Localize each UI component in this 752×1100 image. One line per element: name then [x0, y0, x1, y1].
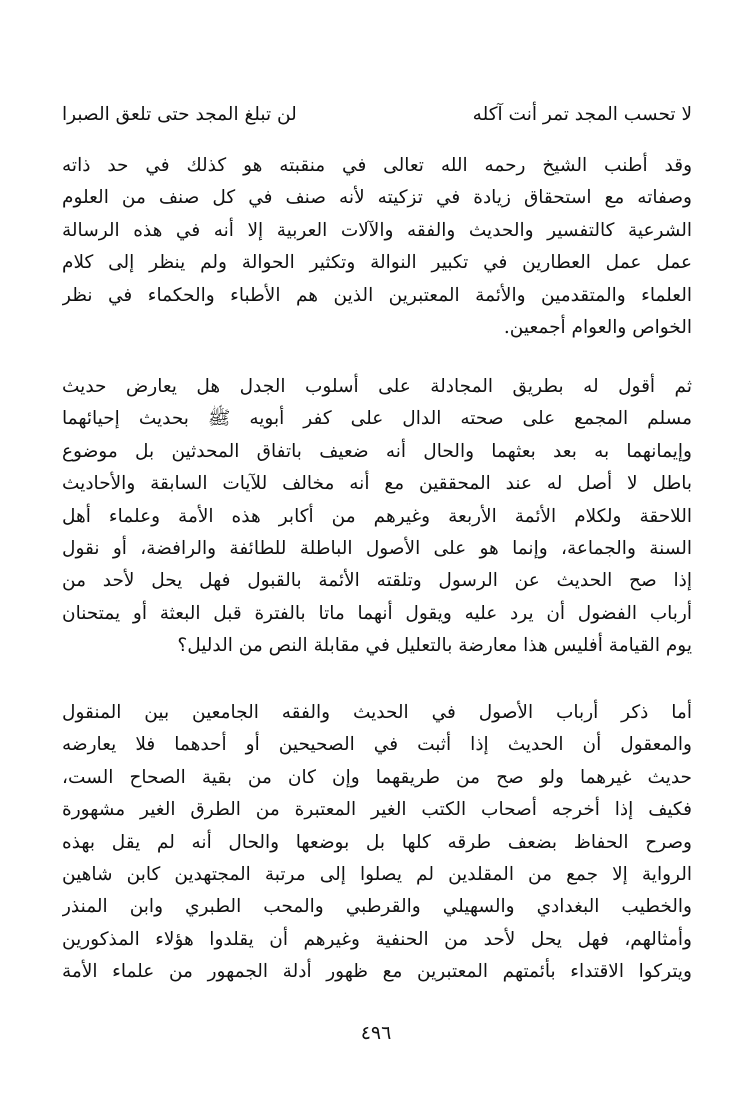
text-line: الشرعية كالتفسير والحديث والفقه والآلات العربية إلا أنه في هذه الرسالة	[62, 219, 692, 241]
text-line: يوم القيامة أفليس هذا معارضة بالتعليل في مقابلة النص من الدليل؟	[177, 635, 692, 657]
text-line: ثم أقول له بطريق المجادلة على أسلوب الجدل هل يعارض حديث	[62, 376, 692, 397]
text-line: والمعقول أن الحديث إذا أثبت في الصحيحين أو أحدهما فلا يعارضه	[62, 734, 692, 756]
poetry-verse	[62, 98, 692, 134]
paragraph-argument	[62, 371, 692, 663]
text-line: وصفاته مع استحقاق زيادة في تزكيته لأنه صنف في كل صنف من العلوم	[62, 187, 692, 209]
text-line: فكيف إذا أخرجه أصحاب الكتب الغير المعتبرة من الطرق الغير مشهورة	[62, 799, 692, 821]
text-line: ويتركوا الاقتداء بأئمتهم المعتبرين مع ظهور أدلة الجمهور من علماء الأمة	[62, 961, 692, 983]
text-line: وأمثالهم، فهل يحل لأحد من الحنفية وغيرهم أن يقلدوا هؤلاء المذكورين	[62, 928, 692, 950]
text-line: الخواص والعوام أجمعين.	[503, 316, 692, 338]
text-line: وإيمانهما به بعد بعثهما والحال أنه ضعيف باتفاق المحدثين بل موضوع	[62, 440, 692, 462]
text-line: اللاحقة ولكلام الأئمة الأربعة وغيرهم من أكابر هذه الأمة وعلماء أهل	[62, 505, 692, 527]
text-line: السنة والجماعة، وإنما هو على الأصول الباطلة للطائفة والرافضة، أو نقول	[62, 537, 692, 559]
text-line: وصرح الحفاظ بضعف طرقه كلها بل بوضعها والحال أنه لم يقل بهذه	[62, 831, 692, 853]
text-line: عمل عمل العطارين في تكبير النوالة وتكثير الحوالة ولم ينظر إلى كلام	[62, 252, 692, 274]
text-line: باطل لا أصل له عند المحققين مع أنه مخالف للآيات السابقة والأحاديث	[62, 473, 692, 495]
text-line: مسلم المجمع على صحته الدال على كفر أبويه ﷺ بحديث إحيائهما	[62, 408, 692, 430]
text-line: وقد أطنب الشيخ رحمه الله تعالى في منقبته هو كذلك في حد ذاته	[62, 155, 692, 176]
text-line: إذا صح الحديث عن الرسول وتلقته الأئمة بالقبول فهل يحل لأحد من	[62, 570, 692, 592]
text-line: أما ذكر أرباب الأصول في الحديث والفقه الجامعين بين المنقول	[62, 702, 692, 723]
text-line: والخطيب البغدادي والسهيلي والقرطبي والمحب الطبري وابن المنذر	[62, 896, 692, 918]
text-line: أرباب الفضول أن يرد عليه ويقول أنهما ماتا بالفترة قبل البعثة أو يمتحنان	[62, 602, 692, 624]
text-line: العلماء والمتقدمين والأئمة المعتبرين الذين هم الأطباء والحكماء في نظر	[62, 284, 692, 306]
text-line: الرواية إلا جمع من المقلدين لم يصلوا إلى مرتبة المجتهدين كابن شاهين	[62, 863, 692, 885]
text-line: حديث غيرهما ولو صح من طريقهما وإن كان من بقية الصحاح الست،	[62, 766, 692, 788]
page-number: ٤٩٦	[360, 1022, 392, 1044]
paragraph-praise	[62, 150, 692, 344]
verse-second-hemistich: لن تبلغ المجد حتى تلعق الصبرا	[62, 104, 297, 125]
verse-first-hemistich: لا تحسب المجد تمر أنت آكله	[472, 104, 692, 125]
paragraph-principles	[62, 697, 692, 989]
